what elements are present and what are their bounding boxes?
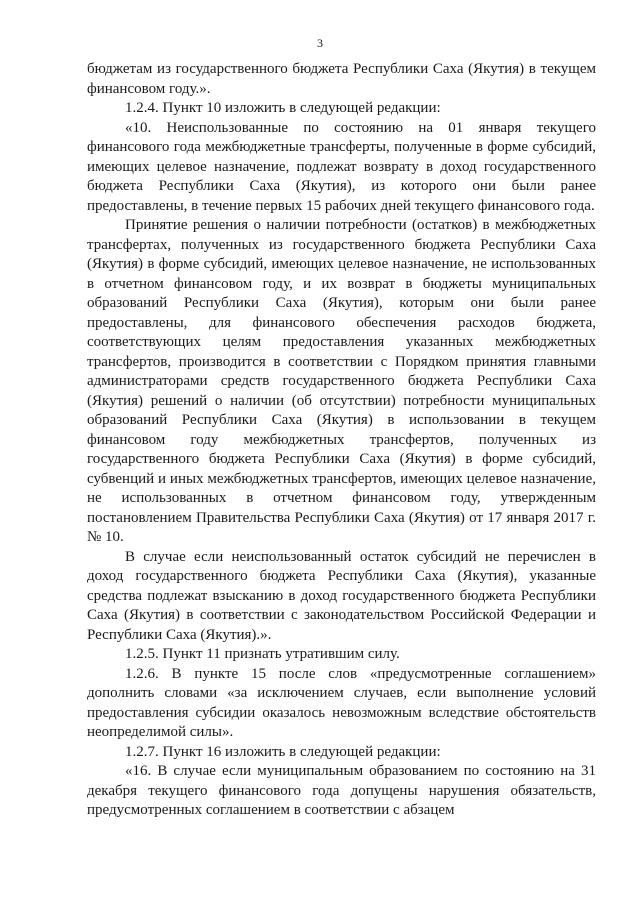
- paragraph-item-1-2-4: 1.2.4. Пункт 10 изложить в следующей редакции:: [125, 100, 441, 116]
- paragraph-item-1-2-5: 1.2.5. Пункт 11 признать утратившим силу.: [125, 646, 400, 662]
- paragraph-continuation: бюджетам из государственного бюджета Республики Саха (Якутия) в текущем финансовом году.».: [87, 61, 596, 97]
- paragraph-item-1-2-6: 1.2.6. В пункте 15 после слов «предусмотренные соглашением» дополнить словами «за исключением случаев, если выполнение условий предоставления субсидии оказалось невозможным вследствие обстоятельств неопределимой силы».: [87, 665, 596, 740]
- paragraph-item-1-2-7: 1.2.7. Пункт 16 изложить в следующей редакции:: [125, 743, 441, 760]
- paragraph-decision: Принятие решения о наличии потребности (остатков) в межбюджетных трансфертах, полученных из государственного бюджета Республики Саха (Якутия) в форме субсидий, имеющих целевое назначение, не использованных в отчетном финансовом году, и их возврат в бюджеты муниципальных образований Республики Саха (Якутия), которым они были ранее предоставлены, для финансового обеспечения расходов бюджета, соответствующих целям предоставления указанных межбюджетных трансфертов, производится в соответствии с Порядком принятия главными администраторами средств государственного бюджета Республики Саха (Якутия) решений о наличии (об отсутствии) потребности муниципальных образований Республики Саха (Якутия) в использовании в текущем финансовом году межбюджетных трансфертов, полученных из государственного бюджета Республики Саха (Якутия) в форме субсидий, субвенций и иных межбюджетных трансфертов, имеющих целевое назначение, не использованных в отчетном финансовом году, утвержденным постановлением Правительства Республики Саха (Якутия) от 17 января 2017 г. № 10.: [87, 217, 596, 545]
- paragraph-point-10: «10. Неиспользованные по состоянию на 01 января текущего финансового года межбюджетные трансферты, полученные в форме субсидий, имеющих целевое назначение, подлежат возврату в доход государственного бюджета Республики Саха (Якутия), из которого они были ранее предоставлены, в течение первых 15 рабочих дней текущего финансового года.: [87, 119, 596, 214]
- paragraph-recovery: В случае если неиспользованный остаток субсидий не перечислен в доход государственного бюджета Республики Саха (Якутия), указанные средства подлежат взысканию в доход государственного бюджета Республики Саха (Якутия) в соответствии с законодательством Российской Федерации и Республики Саха (Якутия).».: [87, 548, 596, 643]
- paragraph-point-16: «16. В случае если муниципальным образованием по состоянию на 31 декабря текущего финансового года допущены нарушения обязательств, предусмотренных соглашением в соответствии с абзацем: [87, 763, 596, 818]
- page-number: 3: [317, 36, 323, 50]
- document-body: [87, 60, 596, 821]
